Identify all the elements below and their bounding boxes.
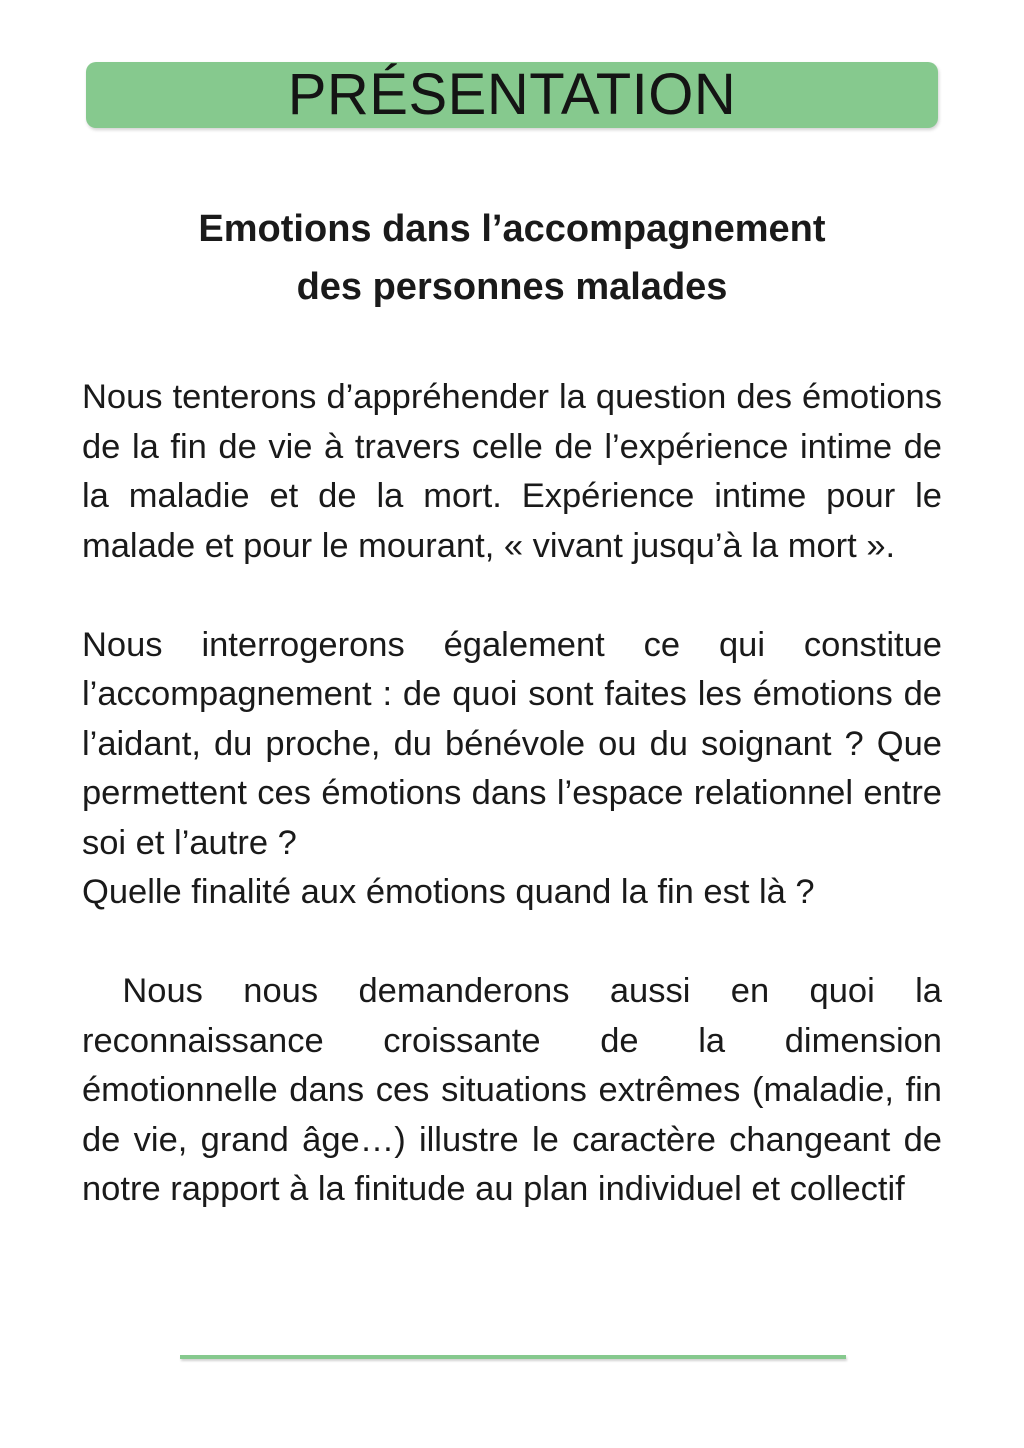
subtitle-line-1: Emotions dans l’accompagnement (198, 208, 826, 250)
header-banner (86, 62, 938, 128)
body-text (82, 373, 942, 1215)
subtitle (82, 200, 942, 316)
subtitle-line-2: des personnes malades (296, 266, 728, 308)
paragraph-3: Nous nous demanderons aussi en quoi la reconnaissance croissante de la dimension émotionnelle dans ces situations extrêmes (maladie, fin de vie, grand âge…) illustre le caractère changeant de notre rapport à la finitude au plan individuel et collectif (82, 972, 942, 1208)
footer-divider (180, 1355, 846, 1359)
page-title: PRÉSENTATION (287, 62, 737, 127)
paragraph-2-question: Quelle finalité aux émotions quand la fin est là ? (82, 873, 815, 911)
paragraph-1: Nous tenterons d’appréhender la question des émotions de la fin de vie à travers celle de l’expérience intime de la maladie et de la mort. Expérience intime pour le malade et pour le mourant, « vivant jusqu’à la mort ». (82, 378, 942, 565)
paragraph-2: Nous interrogerons également ce qui constitue l’accompagnement : de quoi sont faites les émotions de l’aidant, du proche, du bénévole ou du soignant ? Que permettent ces émotions dans l’espace relationnel entre soi et l’autre ? (82, 625, 942, 862)
